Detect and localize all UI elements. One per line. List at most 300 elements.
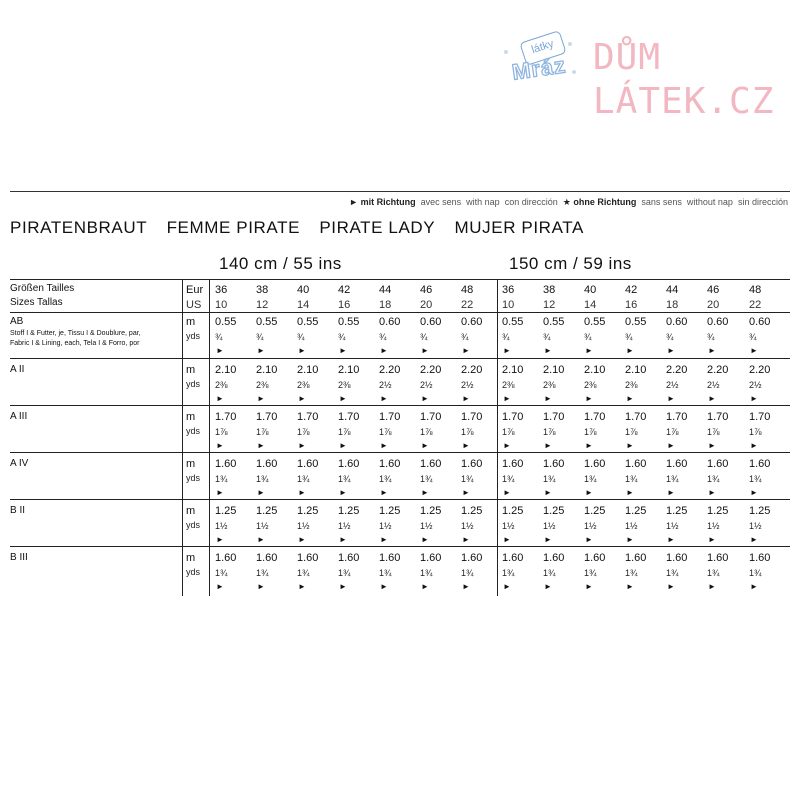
vertical-rule-units [182,279,183,596]
yard-value: ¾ [215,332,223,342]
yard-value: 2½ [707,380,720,390]
metre-value: 1.60 [707,552,729,564]
with-nap-arrow-icon: ► [544,441,552,450]
legend-con: con dirección [504,197,558,207]
with-nap-arrow-icon: ► [503,346,511,355]
with-nap-arrow-icon: ► [339,346,347,355]
with-nap-arrow-icon: ► [257,346,265,355]
with-nap-arrow-icon: ► [349,197,359,207]
metre-value: 1.25 [749,505,771,517]
with-nap-arrow-icon: ► [750,346,758,355]
with-nap-arrow-icon: ► [667,535,675,544]
metre-value: 1.70 [666,411,688,423]
row-label: A III [10,411,28,422]
yard-value: 1¾ [215,474,228,484]
metre-value: 1.60 [707,458,729,470]
us-size-150: 10 [502,299,515,311]
eur-size-140: 38 [256,284,269,296]
with-nap-arrow-icon: ► [339,582,347,591]
metre-value: 2.20 [707,364,729,376]
with-nap-arrow-icon: ► [462,394,470,403]
yard-value: 1⅞ [502,427,515,437]
metre-value: 1.60 [379,458,401,470]
us-size-150: 20 [707,299,720,311]
with-nap-arrow-icon: ► [667,346,675,355]
logo-dot [572,70,576,74]
metre-value: 0.55 [502,316,524,328]
legend-sin: sin dirección [737,197,788,207]
metre-value: 1.60 [584,552,606,564]
metre-value: 1.25 [461,505,483,517]
yard-value: 1½ [420,521,433,531]
title-fr: FEMME PIRATE [166,218,301,237]
with-nap-arrow-icon: ► [421,535,429,544]
row-rule [10,405,790,406]
metre-value: 1.70 [215,411,237,423]
yard-value: ¾ [625,332,633,342]
metre-value: 1.25 [502,505,524,517]
logo-tag-text: látky [519,30,566,66]
row-rule [10,499,790,500]
metre-value: 1.60 [379,552,401,564]
yard-value: ¾ [749,332,757,342]
yard-value: 1⅞ [215,427,228,437]
with-nap-arrow-icon: ► [257,582,265,591]
with-nap-arrow-icon: ► [503,488,511,497]
metre-value: 1.60 [215,552,237,564]
with-nap-arrow-icon: ► [708,582,716,591]
with-nap-arrow-icon: ► [544,582,552,591]
yard-value: 1¾ [379,474,392,484]
with-nap-arrow-icon: ► [421,488,429,497]
yard-value: 1½ [625,521,638,531]
yard-value: 1¾ [256,474,269,484]
with-nap-arrow-icon: ► [421,441,429,450]
with-nap-arrow-icon: ► [462,535,470,544]
yard-value: 1¾ [338,568,351,578]
with-nap-arrow-icon: ► [708,394,716,403]
metre-value: 1.70 [461,411,483,423]
with-nap-arrow-icon: ► [585,346,593,355]
row-label: AB [10,316,24,327]
metre-value: 1.70 [256,411,278,423]
metre-value: 2.20 [379,364,401,376]
eur-size-140: 46 [420,284,433,296]
logo-dot [504,50,508,54]
eur-label: Eur [186,284,204,296]
us-size-150: 12 [543,299,556,311]
metre-value: 1.25 [543,505,565,517]
us-size-140: 14 [297,299,310,311]
metre-value: 1.60 [502,552,524,564]
metre-value: 0.55 [543,316,565,328]
with-nap-arrow-icon: ► [339,394,347,403]
metre-value: 1.60 [256,552,278,564]
yard-value: 1⅞ [707,427,720,437]
legend-ohne: ohne Richtung [573,197,637,207]
yard-value: 1¾ [707,474,720,484]
metre-value: 2.20 [420,364,442,376]
yard-value: ¾ [502,332,510,342]
metre-value: 1.70 [338,411,360,423]
with-nap-arrow-icon: ► [257,441,265,450]
yard-value: 1½ [379,521,392,531]
yard-value: ¾ [461,332,469,342]
row-sublabel: Stoff I & Futter, je, Tissu I & Doublure, par, [10,330,141,337]
yard-value: 1⅞ [256,427,269,437]
metre-value: 1.70 [420,411,442,423]
yard-value: 1½ [749,521,762,531]
with-nap-arrow-icon: ► [708,488,716,497]
yard-value: 1¾ [666,474,679,484]
us-size-140: 10 [215,299,228,311]
with-nap-arrow-icon: ► [750,441,758,450]
yard-value: ¾ [543,332,551,342]
yard-value: 2⅜ [297,380,310,390]
width-heading-150: 150 cm / 59 ins [509,254,632,273]
metre-value: 1.60 [543,552,565,564]
yard-value: 2⅜ [256,380,269,390]
metre-value: 2.10 [297,364,319,376]
unit-m: m [186,411,196,423]
metre-value: 0.55 [256,316,278,328]
yard-value: 2⅜ [543,380,556,390]
yard-value: 2⅜ [584,380,597,390]
metre-value: 1.60 [215,458,237,470]
us-size-150: 18 [666,299,679,311]
eur-size-140: 40 [297,284,310,296]
with-nap-arrow-icon: ► [626,346,634,355]
metre-value: 2.20 [666,364,688,376]
metre-value: 0.60 [379,316,401,328]
us-size-150: 16 [625,299,638,311]
row-rule [10,452,790,453]
with-nap-arrow-icon: ► [544,535,552,544]
metre-value: 0.55 [338,316,360,328]
metre-value: 0.55 [625,316,647,328]
yard-value: 1¾ [625,474,638,484]
title-es: MUJER PIRATA [454,218,584,237]
yard-value: 1¾ [543,474,556,484]
yard-value: 1⅞ [625,427,638,437]
with-nap-arrow-icon: ► [339,441,347,450]
metre-value: 1.60 [625,552,647,564]
yard-value: 1¾ [461,568,474,578]
yard-value: 1⅞ [297,427,310,437]
nap-legend [349,197,788,208]
yard-value: 1½ [584,521,597,531]
metre-value: 1.60 [625,458,647,470]
header-bottom-rule [10,312,790,313]
with-nap-arrow-icon: ► [298,582,306,591]
with-nap-arrow-icon: ► [257,535,265,544]
metre-value: 2.10 [502,364,524,376]
yard-value: 2⅜ [338,380,351,390]
unit-yds: yds [186,331,201,341]
sizes-label-line2: Sizes Tallas [10,297,63,308]
yard-value: 2½ [461,380,474,390]
with-nap-arrow-icon: ► [339,488,347,497]
yard-value: 1⅞ [461,427,474,437]
metre-value: 0.60 [461,316,483,328]
metre-value: 0.60 [666,316,688,328]
us-size-150: 22 [749,299,762,311]
yard-value: 1¾ [666,568,679,578]
vertical-rule-sizes [209,279,210,596]
yard-value: ¾ [338,332,346,342]
yard-value: 1½ [338,521,351,531]
metre-value: 2.10 [256,364,278,376]
yard-value: 1¾ [502,474,515,484]
yard-value: ¾ [379,332,387,342]
metre-value: 0.55 [297,316,319,328]
yard-value: 2⅜ [502,380,515,390]
latky-mraz-logo [500,30,580,90]
unit-yds: yds [186,473,201,483]
with-nap-arrow-icon: ► [462,488,470,497]
metre-value: 2.20 [461,364,483,376]
dum-latek-logo [593,36,800,124]
us-size-140: 18 [379,299,392,311]
unit-m: m [186,364,196,376]
with-nap-arrow-icon: ► [544,346,552,355]
top-rule [10,191,790,192]
with-nap-arrow-icon: ► [503,394,511,403]
metre-value: 1.60 [338,552,360,564]
with-nap-arrow-icon: ► [626,582,634,591]
with-nap-arrow-icon: ► [667,394,675,403]
vertical-rule-width-split [497,279,498,596]
with-nap-arrow-icon: ► [585,488,593,497]
with-nap-arrow-icon: ► [750,582,758,591]
with-nap-arrow-icon: ► [421,394,429,403]
yard-value: 1¾ [584,568,597,578]
metre-value: 1.70 [502,411,524,423]
with-nap-arrow-icon: ► [380,394,388,403]
yard-value: ¾ [256,332,264,342]
row-sublabel: Fabric I & Lining, each, Tela I & Forro, por [10,340,140,347]
eur-size-150: 36 [502,284,515,296]
with-nap-arrow-icon: ► [544,488,552,497]
yard-value: 1⅞ [338,427,351,437]
metre-value: 1.60 [338,458,360,470]
with-nap-arrow-icon: ► [216,441,224,450]
with-nap-arrow-icon: ► [298,535,306,544]
yard-value: 1½ [256,521,269,531]
us-label: US [186,299,202,311]
metre-value: 1.60 [256,458,278,470]
metre-value: 1.70 [379,411,401,423]
metre-value: 1.60 [420,458,442,470]
eur-size-140: 44 [379,284,392,296]
metre-value: 1.60 [461,458,483,470]
metre-value: 1.70 [543,411,565,423]
metre-value: 1.60 [502,458,524,470]
metre-value: 1.60 [543,458,565,470]
with-nap-arrow-icon: ► [585,535,593,544]
yard-value: 1¾ [749,474,762,484]
yard-value: 1¾ [338,474,351,484]
yard-value: 1½ [707,521,720,531]
metre-value: 1.25 [379,505,401,517]
yard-value: 2⅜ [625,380,638,390]
unit-yds: yds [186,520,201,530]
yard-value: 1⅞ [379,427,392,437]
yard-value: 1¾ [749,568,762,578]
metre-value: 2.10 [625,364,647,376]
with-nap-arrow-icon: ► [667,488,675,497]
yard-value: 1¾ [379,568,392,578]
unit-yds: yds [186,426,201,436]
with-nap-arrow-icon: ► [216,582,224,591]
metre-value: 0.60 [707,316,729,328]
pattern-title [10,218,598,238]
metre-value: 1.70 [749,411,771,423]
metre-value: 2.10 [543,364,565,376]
title-en: PIRATE LADY [319,218,436,237]
yard-value: 1⅞ [420,427,433,437]
us-size-140: 22 [461,299,474,311]
us-size-140: 16 [338,299,351,311]
with-nap-arrow-icon: ► [380,346,388,355]
yard-value: 1¾ [420,474,433,484]
metre-value: 0.60 [749,316,771,328]
metre-value: 1.25 [707,505,729,517]
metre-value: 1.60 [297,552,319,564]
yard-value: ¾ [420,332,428,342]
legend-with: with nap [466,197,500,207]
yard-value: 1¾ [707,568,720,578]
dum-latek-logo-text: DŮM LÁTEK.CZ [593,37,775,122]
with-nap-arrow-icon: ► [462,582,470,591]
metre-value: 0.60 [420,316,442,328]
with-nap-arrow-icon: ► [626,535,634,544]
yard-value: 1¾ [502,568,515,578]
with-nap-arrow-icon: ► [708,441,716,450]
title-de: PIRATENBRAUT [10,218,148,237]
with-nap-arrow-icon: ► [298,394,306,403]
unit-yds: yds [186,567,201,577]
unit-m: m [186,316,196,328]
with-nap-arrow-icon: ► [585,441,593,450]
legend-sans: sans sens [641,197,682,207]
with-nap-arrow-icon: ► [708,535,716,544]
yard-value: 1¾ [625,568,638,578]
eur-size-150: 44 [666,284,679,296]
metre-value: 1.25 [666,505,688,517]
unit-m: m [186,458,196,470]
eur-size-150: 40 [584,284,597,296]
metre-value: 1.70 [625,411,647,423]
metre-value: 1.60 [749,458,771,470]
metre-value: 0.55 [584,316,606,328]
yard-value: 1¾ [461,474,474,484]
eur-size-140: 36 [215,284,228,296]
yard-value: ¾ [297,332,305,342]
metre-value: 1.60 [420,552,442,564]
metre-value: 1.70 [297,411,319,423]
row-label: B II [10,505,26,516]
metre-value: 1.25 [420,505,442,517]
yard-value: 1¾ [256,568,269,578]
with-nap-arrow-icon: ► [257,394,265,403]
yard-value: 2½ [420,380,433,390]
width-heading-140: 140 cm / 55 ins [219,254,342,273]
with-nap-arrow-icon: ► [216,394,224,403]
eur-size-150: 46 [707,284,720,296]
yard-value: 1⅞ [543,427,556,437]
eur-size-140: 48 [461,284,474,296]
with-nap-arrow-icon: ► [708,346,716,355]
metre-value: 1.25 [584,505,606,517]
metre-value: 1.25 [297,505,319,517]
with-nap-arrow-icon: ► [750,488,758,497]
logo-dot [568,42,572,46]
with-nap-arrow-icon: ► [216,535,224,544]
yard-value: 2½ [666,380,679,390]
yard-value: 1¾ [584,474,597,484]
us-size-140: 12 [256,299,269,311]
with-nap-arrow-icon: ► [750,394,758,403]
yard-value: 1¾ [297,474,310,484]
metre-value: 1.60 [584,458,606,470]
with-nap-arrow-icon: ► [626,441,634,450]
yard-value: 1½ [543,521,556,531]
with-nap-arrow-icon: ► [626,488,634,497]
row-rule [10,546,790,547]
metre-value: 1.60 [297,458,319,470]
with-nap-arrow-icon: ► [298,346,306,355]
with-nap-arrow-icon: ► [421,582,429,591]
metre-value: 1.60 [749,552,771,564]
unit-m: m [186,552,196,564]
metre-value: 1.70 [584,411,606,423]
row-label: B III [10,552,28,563]
with-nap-arrow-icon: ► [503,535,511,544]
metre-value: 2.20 [749,364,771,376]
with-nap-arrow-icon: ► [626,394,634,403]
yard-value: 2½ [749,380,762,390]
table-top-rule [10,279,790,280]
with-nap-arrow-icon: ► [750,535,758,544]
with-nap-arrow-icon: ► [339,535,347,544]
yard-value: 1¾ [543,568,556,578]
legend-mit: mit Richtung [360,197,416,207]
with-nap-arrow-icon: ► [257,488,265,497]
yard-value: 2⅜ [215,380,228,390]
yard-value: 1½ [502,521,515,531]
yard-value: 2½ [379,380,392,390]
logo-word-text: Mráz [510,52,568,85]
with-nap-arrow-icon: ► [585,394,593,403]
metre-value: 1.60 [666,552,688,564]
with-nap-arrow-icon: ► [216,346,224,355]
yard-value: 1⅞ [584,427,597,437]
metre-value: 2.10 [584,364,606,376]
yard-value: 1½ [297,521,310,531]
yard-value: ¾ [707,332,715,342]
eur-size-140: 42 [338,284,351,296]
with-nap-arrow-icon: ► [216,488,224,497]
with-nap-arrow-icon: ► [298,441,306,450]
eur-size-150: 48 [749,284,762,296]
sizes-label-line1: Größen Tailles [10,283,75,294]
metre-value: 1.25 [338,505,360,517]
with-nap-arrow-icon: ► [462,441,470,450]
with-nap-arrow-icon: ► [585,582,593,591]
metre-value: 1.70 [707,411,729,423]
yard-value: ¾ [666,332,674,342]
